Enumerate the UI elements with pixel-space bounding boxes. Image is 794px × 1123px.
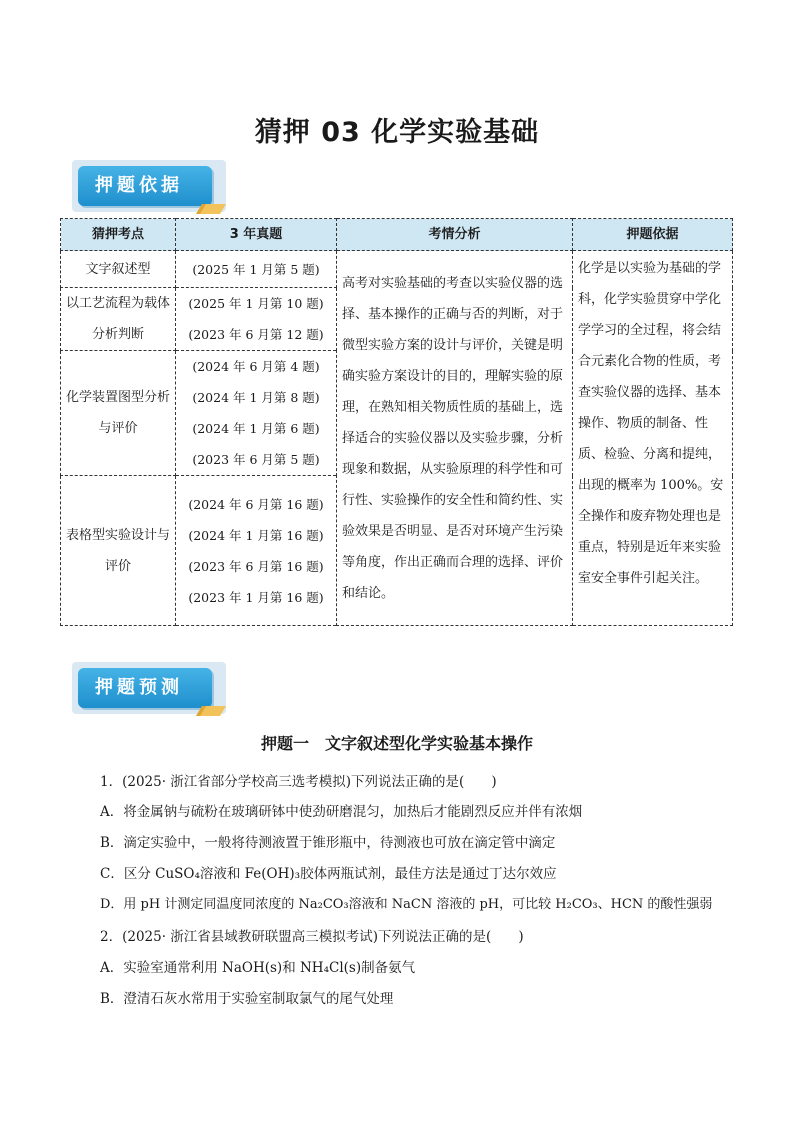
exam-item: (2023 年 6 月第 12 题) xyxy=(188,327,324,342)
exam-cell xyxy=(176,476,337,626)
question-1-option-d: D．用 pH 计测定同温度同浓度的 Na₂CO₃溶液和 NaCN 溶液的 pH，可比较 H₂CO₃、HCN 的酸性强弱 xyxy=(100,897,713,912)
question-2-option-b: B．澄清石灰水常用于实验室制取氯气的尾气处理 xyxy=(100,991,394,1007)
exam-item: (2023 年 6 月第 5 题) xyxy=(192,452,320,467)
header-basis: 押题依据 xyxy=(573,219,733,251)
exam-item: (2024 年 6 月第 16 题) xyxy=(188,496,324,512)
exam-basis-table xyxy=(60,218,733,626)
banner-prediction xyxy=(72,662,226,718)
banner-prediction-label: 押题预测 xyxy=(95,677,183,698)
exam-cell xyxy=(176,288,337,351)
exam-item: (2023 年 1 月第 16 题) xyxy=(188,589,324,605)
pencil-tip-icon xyxy=(196,706,226,716)
header-analysis: 考情分析 xyxy=(337,219,573,251)
exam-item: (2023 年 6 月第 16 题) xyxy=(188,558,324,574)
exam-item: (2024 年 1 月第 8 题) xyxy=(192,390,320,405)
exam-cell xyxy=(176,251,337,288)
exam-item: (2024 年 1 月第 16 题) xyxy=(188,527,324,543)
topic-cell: 化学装置图型分析与评价 xyxy=(61,351,176,476)
header-topic: 猜押考点 xyxy=(61,219,176,251)
header-exams: 3 年真题 xyxy=(176,219,337,251)
exam-item: (2025 年 1 月第 5 题) xyxy=(192,261,320,277)
question-1-option-c: C．区分 CuSO₄溶液和 Fe(OH)₃胶体两瓶试剂，最佳方法是通过丁达尔效应 xyxy=(100,866,557,882)
page-title: 猜押 03 化学实验基础 xyxy=(254,117,540,148)
exam-item: (2024 年 6 月第 4 题) xyxy=(192,359,320,374)
topic-cell: 表格型实验设计与评价 xyxy=(61,476,176,626)
question-2-option-a: A．实验室通常利用 NaOH(s)和 NH₄Cl(s)制备氨气 xyxy=(100,960,416,976)
question-1-option-a: A．将金属钠与硫粉在玻璃研钵中使劲研磨混匀，加热后才能剧烈反应并伴有浓烟 xyxy=(100,804,583,820)
question-1-stem: 1．(2025· 浙江省部分学校高三选考模拟)下列说法正确的是( ) xyxy=(100,774,497,790)
analysis-cell: 高考对实验基础的考查以实验仪器的选择、基本操作的正确与否的判断，对于微型实验方案的设计与评价，关键是明确实验方案设计的目的，理解实验的原理，在熟知相关物质性质的基础上，选择适合的实验仪器以及实验步骤，分析现象和数据，从实验原理的科学性和可行性、实验操作的安全性和简约性、实验效果是否明显、是否对环境产生污染等角度，作出正确而合理的选择、评价和结论。 xyxy=(337,251,573,626)
question-2-stem: 2．(2025· 浙江省县域教研联盟高三模拟考试)下列说法正确的是( ) xyxy=(100,929,524,945)
table-header-row xyxy=(61,219,733,251)
basis-cell: 化学是以实验为基础的学科，化学实验贯穿中学化学学习的全过程，将会结合元素化合物的性质，考查实验仪器的选择、基本操作、物质的制备、性质、检验、分离和提纯，出现的概率为 100%。安全操作和废弃物处理也是重点，特别是近年来实验室安全事件引起关注。 xyxy=(573,251,733,626)
table-row xyxy=(61,251,733,288)
exam-item: (2024 年 1 月第 6 题) xyxy=(192,421,320,436)
question-1-option-b: B．滴定实验中，一般将待测液置于锥形瓶中，待测液也可放在滴定管中滴定 xyxy=(100,835,556,851)
exam-cell xyxy=(176,351,337,476)
exam-item: (2025 年 1 月第 10 题) xyxy=(188,296,324,311)
section-heading: 押题一 文字叙述型化学实验基本操作 xyxy=(260,734,533,753)
banner-basis-label: 押题依据 xyxy=(95,175,183,196)
pencil-tip-icon xyxy=(196,204,226,214)
topic-cell: 以工艺流程为载体分析判断 xyxy=(61,288,176,351)
topic-cell: 文字叙述型 xyxy=(61,251,176,288)
banner-basis xyxy=(72,160,226,216)
